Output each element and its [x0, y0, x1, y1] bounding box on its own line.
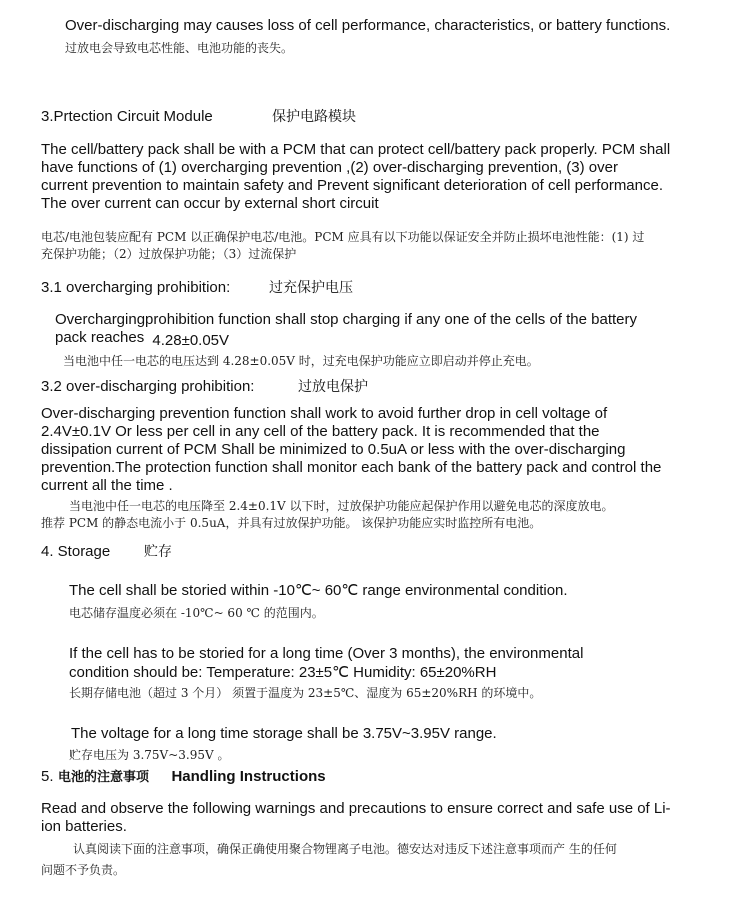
section-3-1-heading: 3.1 overcharging prohibition: [41, 279, 231, 296]
overdischarge-zh-line-2: 推荐 PCM 的静态电流小于 0.5uA，并具有过放保护功能。 该保护功能应实时监控所有电池。 [41, 516, 542, 530]
section-4-heading-zh: 贮存 [144, 544, 172, 560]
overcharge-line-2 [55, 329, 229, 348]
section-3-heading: 3.Prtection Circuit Module [41, 108, 213, 125]
storage-voltage-zh: 贮存电压为 3.75V~3.95V 。 [69, 748, 230, 762]
handling-zh-line-2: 问题不予负责。 [41, 863, 126, 877]
pcm-line-4: The over current can occur by external short circuit [41, 195, 379, 212]
handling-zh-line-1: 认真阅读下面的注意事项，确保正确使用聚合物锂离子电池。德安达对违反下述注意事项而产 生的任何 [73, 842, 617, 856]
section-3-1-heading-zh: 过充保护电压 [269, 280, 353, 296]
section-3-2-heading-zh: 过放电保护 [298, 379, 368, 395]
section-5-heading-zh: 电池的注意事项 [57, 770, 149, 785]
storage-long-zh: 长期存储电池（超过 3 个月） 须置于温度为 23±5℃、湿度为 65±20%RH 的环境中。 [69, 686, 542, 700]
storage-voltage-text: The voltage for a long time storage shall be 3.75V~3.95V range. [71, 725, 497, 742]
pcm-line-2: have functions of (1) overcharging prevention ,(2) over-discharging prevention, (3) over [41, 159, 618, 176]
overcharge-zh: 当电池中任一电芯的电压达到 4.28±0.05V 时，过充电保护功能应立即启动并停止充电。 [63, 354, 539, 368]
section-5-heading-en: Handling Instructions [171, 768, 326, 785]
overdischarge-zh-line-1: 当电池中任一电芯的电压降至 2.4±0.1V 以下时，过放保护功能应起保护作用以避免电芯的深度放电。 [69, 499, 614, 513]
storage-long-line-2: condition should be: Temperature: 23±5℃ Humidity: 65±20%RH [69, 664, 497, 681]
overdischarge-line-2: 2.4V±0.1V Or less per cell in any cell of the battery pack. It is recommended that the [41, 423, 600, 440]
pcm-line-3: current prevention to maintain safety and Prevent significant deterioration of cell performance. [41, 177, 664, 194]
storage-temp-text: The cell shall be storied within -10℃~ 60℃ range environmental condition. [69, 582, 568, 599]
intro-text: Over-discharging may causes loss of cell performance, characteristics, or battery functions. [65, 17, 671, 34]
overdischarge-line-1: Over-discharging prevention function shall work to avoid further drop in cell voltage of [41, 405, 608, 422]
overcharge-line-1: Overchargingprohibition function shall stop charging if any one of the cells of the battery [55, 311, 638, 328]
overdischarge-line-3: dissipation current of PCM Shall be minimized to 0.5uA or less with the over-discharging [41, 441, 626, 458]
overcharge-line-2-text: pack reaches [55, 329, 145, 346]
handling-line-2: ion batteries. [41, 818, 127, 835]
section-3-2-heading: 3.2 over-discharging prohibition: [41, 378, 255, 395]
handling-line-1: Read and observe the following warnings and precautions to ensure correct and safe use of Li- [41, 800, 671, 817]
overdischarge-line-5: current all the time . [41, 477, 173, 494]
section-4-heading: 4. Storage [41, 543, 111, 560]
storage-long-line-1: If the cell has to be storied for a long time (Over 3 months), the environmental [69, 645, 584, 662]
storage-temp-zh: 电芯储存温度必须在 -10℃~ 60 ℃ 的范围内。 [69, 606, 324, 620]
section-3-heading-zh: 保护电路模块 [272, 109, 356, 125]
pcm-zh-line-2: 充保护功能；（2）过放保护功能；（3）过流保护 [41, 247, 297, 261]
overdischarge-line-4: prevention.The protection function shall monitor each bank of the battery pack and control the [41, 459, 662, 476]
section-5-heading [41, 768, 326, 787]
intro-text-zh: 过放电会导致电芯性能、电池功能的丧失。 [65, 41, 294, 55]
pcm-zh-line-1: 电芯/电池包装应配有 PCM 以正确保护电芯/电池。PCM 应具有以下功能以保证安全并防止损坏电池性能：(1) 过 [41, 230, 645, 244]
overcharge-voltage: 4.28±0.05V [152, 332, 230, 349]
section-5-number: 5. [41, 768, 54, 785]
pcm-line-1: The cell/battery pack shall be with a PCM that can protect cell/battery pack properly. PCM shall [41, 141, 671, 158]
